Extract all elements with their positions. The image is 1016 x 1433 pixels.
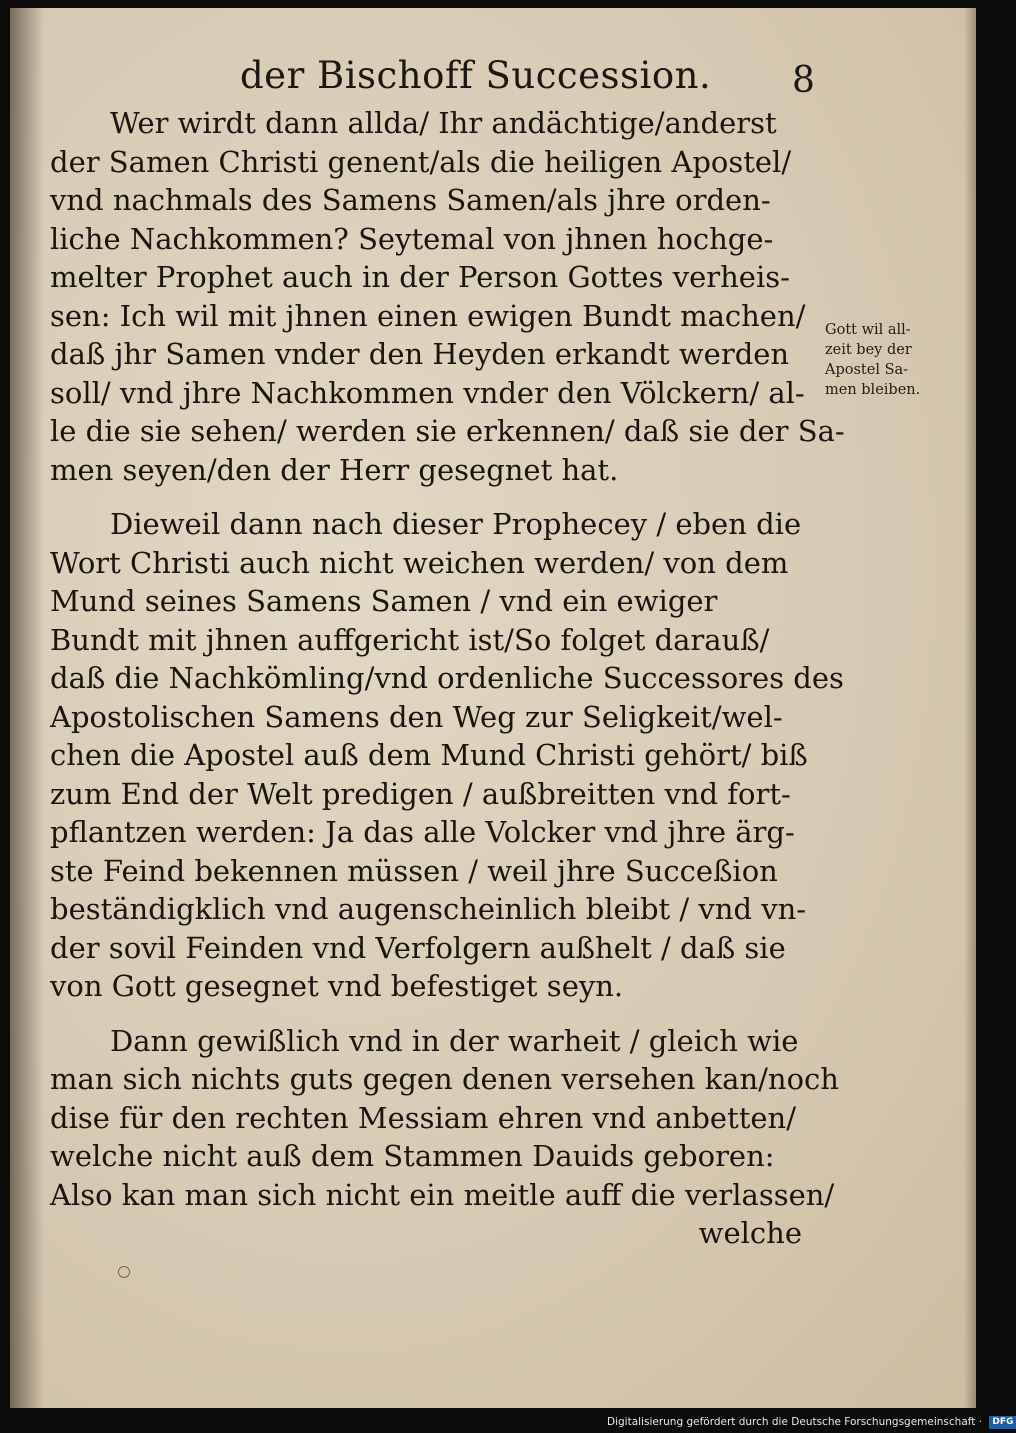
text-line: welche nicht auß dem Stammen Dauids geboren:: [50, 1139, 775, 1173]
text-line: daß die Nachkömling/vnd ordenliche Successores des: [50, 661, 844, 695]
text-line: men seyen/den der Herr gesegnet hat.: [50, 452, 619, 487]
text-line: le die sie sehen/ werden sie erkennen/ daß sie der Sa-: [50, 414, 845, 448]
text-line: der Samen Christi genent/als die heiligen Apostel/: [50, 144, 792, 179]
main-text: [50, 104, 845, 1269]
text-line: ste Feind bekennen müssen / weil jhre Succeßion: [50, 853, 778, 888]
margin-note-line: men bleiben.: [825, 382, 921, 398]
paper-stain: [118, 1266, 130, 1278]
margin-note-line: Apostel Sa-: [825, 362, 909, 378]
catchword: welche: [698, 1216, 802, 1250]
dfg-logo: DFG: [989, 1416, 1016, 1429]
margin-note-line: zeit bey der: [825, 342, 912, 358]
paragraph-3: [50, 1022, 839, 1253]
margin-note: [825, 320, 965, 400]
page-number: 8: [792, 60, 815, 101]
text-line: man sich nichts guts gegen denen versehen kan/noch: [50, 1062, 839, 1096]
text-line: Also kan man sich nicht ein meitle auff die verlassen/: [50, 1177, 835, 1212]
text-line: sen: Ich wil mit jhnen einen ewigen Bundt machen/: [50, 298, 806, 333]
running-title: der Bischoff Succession.: [240, 54, 712, 97]
text-line: der sovil Feinden vnd Verfolgern außhelt / daß sie: [50, 930, 786, 965]
digitization-credit: [607, 1412, 1014, 1433]
page-edge: [964, 8, 976, 1408]
gutter-shadow: [10, 8, 44, 1408]
text-line: pflantzen werden: Ja das alle Volcker vnd jhre ärg-: [50, 815, 795, 849]
text-line: Bundt mit jhnen auffgericht ist/So folget darauß/: [50, 622, 770, 657]
text-line: Mund seines Samens Samen / vnd ein ewiger: [50, 584, 718, 618]
text-line: daß jhr Samen vnder den Heyden erkandt werden: [50, 337, 790, 371]
text-line: Dieweil dann nach dieser Prophecey / eben die: [110, 507, 802, 541]
credit-text: Digitalisierung gefördert durch die Deutsche Forschungsgemeinschaft ·: [607, 1416, 983, 1428]
paragraph-1: [50, 104, 845, 489]
text-line: Wer wirdt dann allda/ Ihr andächtige/anderst: [110, 106, 777, 140]
text-line: melter Prophet auch in der Person Gottes verheis-: [50, 260, 790, 294]
paragraph-2: [50, 505, 844, 1006]
text-line: von Gott gesegnet vnd befestiget seyn.: [50, 969, 624, 1003]
text-line: chen die Apostel auß dem Mund Christi gehört/ biß: [50, 738, 808, 772]
text-line: soll/ vnd jhre Nachkommen vnder den Völckern/ al-: [50, 375, 805, 410]
text-line: dise für den rechten Messiam ehren vnd anbetten/: [50, 1100, 796, 1135]
text-line: Dann gewißlich vnd in der warheit / gleich wie: [110, 1023, 799, 1058]
text-line: Wort Christi auch nicht weichen werden/ von dem: [50, 545, 789, 580]
text-line: vnd nachmals des Samens Samen/als jhre orden-: [50, 183, 771, 217]
text-line: Apostolischen Samens den Weg zur Seligkeit/wel-: [50, 699, 783, 734]
text-line: zum End der Welt predigen / außbreitten vnd fort-: [50, 776, 791, 811]
text-line: liche Nachkommen? Seytemal von jhnen hochge-: [50, 221, 774, 256]
margin-note-line: Gott wil all-: [825, 322, 911, 338]
book-page: [10, 8, 976, 1408]
text-line: beständigklich vnd augenscheinlich bleibt / vnd vn-: [50, 892, 807, 926]
